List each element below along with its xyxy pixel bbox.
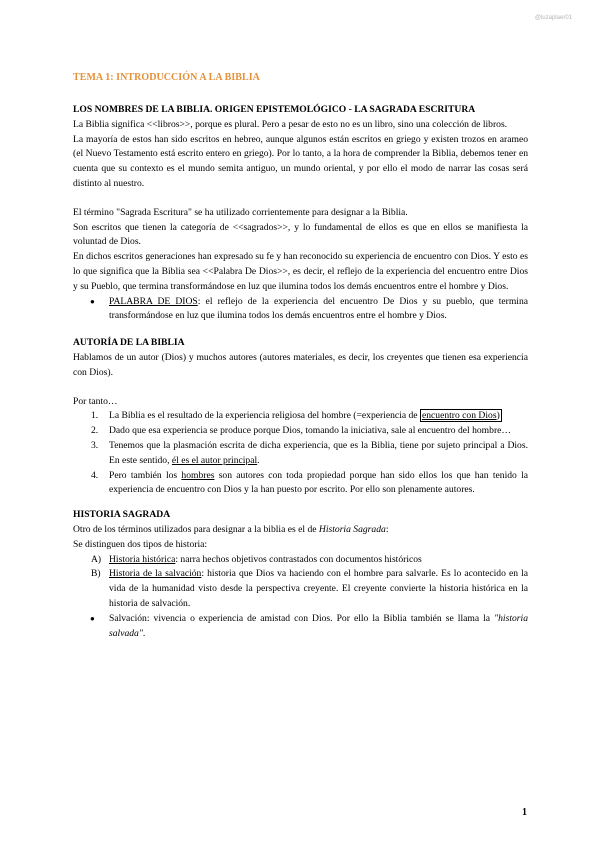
paragraph: En dichos escritos generaciones han expresado su fe y han reconocido su experiencia de encuentro con Dios. Y esto es lo que significa que la Biblia sea <<Palabra De Dios>>, es decir, el reflejo de la experiencia del encuentro entre Dios y su Pueblo, que termina transformándose en luz que ilumina todos los demás encuentros entre el hombre y Dios. [73, 251, 528, 292]
term-palabra-de-dios: PALABRA DE DIOS [109, 295, 198, 307]
paragraph: El término "Sagrada Escritura" se ha utilizado corrientemente para designar a la Biblia. [73, 206, 408, 218]
list-item [73, 469, 528, 499]
paragraph-text: Otro de los términos utilizados para designar a la biblia es el de [73, 523, 319, 535]
paragraph-text: : [385, 523, 389, 535]
paragraph: Son escritos que tienen la categoría de <<sagrados>>, y lo fundamental de ellos es que en ellos se manifiesta la voluntad de Dios. [73, 221, 528, 248]
underlined-text: él es el autor principal [171, 454, 258, 466]
document-title: TEMA 1: INTRODUCCIÓN A LA BIBLIA [73, 72, 260, 83]
paragraph: Hablamos de un autor (Dios) y muchos autores (autores materiales, es decir, los creyentes que tienen esa experiencia con Dios). [73, 351, 528, 378]
list-item [73, 295, 528, 325]
list-item [73, 439, 528, 469]
boxed-text [420, 409, 502, 422]
list-number: 2. [91, 425, 99, 437]
term-historia-historica: Historia histórica [109, 553, 176, 565]
list-item-text: ) [496, 410, 500, 422]
italic-text: Historia Sagrada [318, 523, 386, 535]
section-heading-nombres: LOS NOMBRES DE LA BIBLIA. ORIGEN EPISTEMOLÓGICO - LA SAGRADA ESCRITURA [73, 104, 476, 115]
paragraph: Por tanto… [73, 395, 118, 407]
italic-text: "historia salvada" [109, 612, 528, 639]
watermark: @luzaplaer01 [534, 15, 572, 21]
list-item [73, 567, 528, 611]
bullet-icon: ● [90, 613, 95, 623]
list-item [73, 424, 528, 439]
underlined-text: hombres [181, 469, 215, 481]
list-item-text: La Biblia es el resultado de la experiencia religiosa del hombre (=experiencia de [109, 410, 420, 422]
section-heading-autoria: AUTORÍA DE LA BIBLIA [73, 337, 185, 349]
paragraph: Se distinguen dos tipos de historia: [73, 538, 208, 550]
page-number: 1 [522, 807, 527, 818]
list-item-text: : el reflejo de la experiencia del encuentro De Dios y su pueblo, que termina transformándose en luz que ilumina todos los demás encuentros entre el hombre y Dios. [109, 295, 529, 322]
list-item-text: son autores con toda propiedad porque han sido ellos los que han tenido la experiencia de encuentro con Dios y la han puesto por escrito. Por ello son plenamente autores. [109, 469, 528, 496]
list-item-text: : vivencia o experiencia de amistad con Dios. Por ello la Biblia también se llama la [146, 612, 495, 624]
list-item-text: : narra hechos objetivos contrastados con documentos históricos [175, 553, 422, 565]
list-letter: B) [91, 568, 101, 580]
lettered-list [73, 553, 528, 642]
list-item-text: . [257, 454, 260, 466]
bullet-icon: ● [90, 296, 95, 306]
list-item-text: Tenemos que la plasmación escrita de dicha experiencia, que es la Biblia, tiene por sujeto principal a Dios. En este sentido, [109, 439, 528, 466]
paragraph: La Biblia significa <<libros>>, porque es plural. Pero a pesar de esto no es un libro, sino una colección de libros. [73, 118, 508, 130]
numbered-list [73, 409, 528, 498]
paragraph: La mayoría de estos han sido escritos en hebreo, aunque algunos están escritos en griego y existen trozos en arameo (el Nuevo Testamento está escrito entero en griego). Por lo tanto, a la hora de comprender la Biblia, debemos tener en cuenta que su contexto es el mundo semita antiguo, un mundo oriental, y por ello el modo de narrar las cosas será distinto al nuestro. [73, 133, 528, 189]
document-body [73, 103, 528, 641]
underlined-text: encuentro con Dios [421, 410, 497, 422]
list-number: 1. [91, 410, 99, 422]
paragraph [73, 523, 528, 538]
list-item-text: Dado que esa experiencia se produce porque Dios, tomando la iniciativa, sale al encuentro del hombre… [109, 425, 511, 437]
list-number: 4. [91, 469, 99, 481]
term-historia-salvacion: Historia de la salvación [109, 568, 202, 580]
section-heading-historia: HISTORIA SAGRADA [73, 509, 171, 521]
list-number: 3. [91, 439, 99, 451]
list-item [73, 612, 528, 642]
list-item-text: Pero también los [109, 469, 182, 481]
list-item-text: : historia que Dios va haciendo con el hombre para salvarle. Es lo acontecido en la vida de la humanidad visto desde la perspectiva creyente. El creyente convierte la historia histórica en la historia de salvación. [109, 568, 529, 609]
list-item [73, 409, 528, 424]
list-item-text: . [142, 627, 146, 639]
list-item [73, 553, 528, 568]
term-salvacion: Salvación [109, 612, 147, 624]
bullet-list [73, 295, 528, 325]
list-letter: A) [91, 553, 102, 565]
